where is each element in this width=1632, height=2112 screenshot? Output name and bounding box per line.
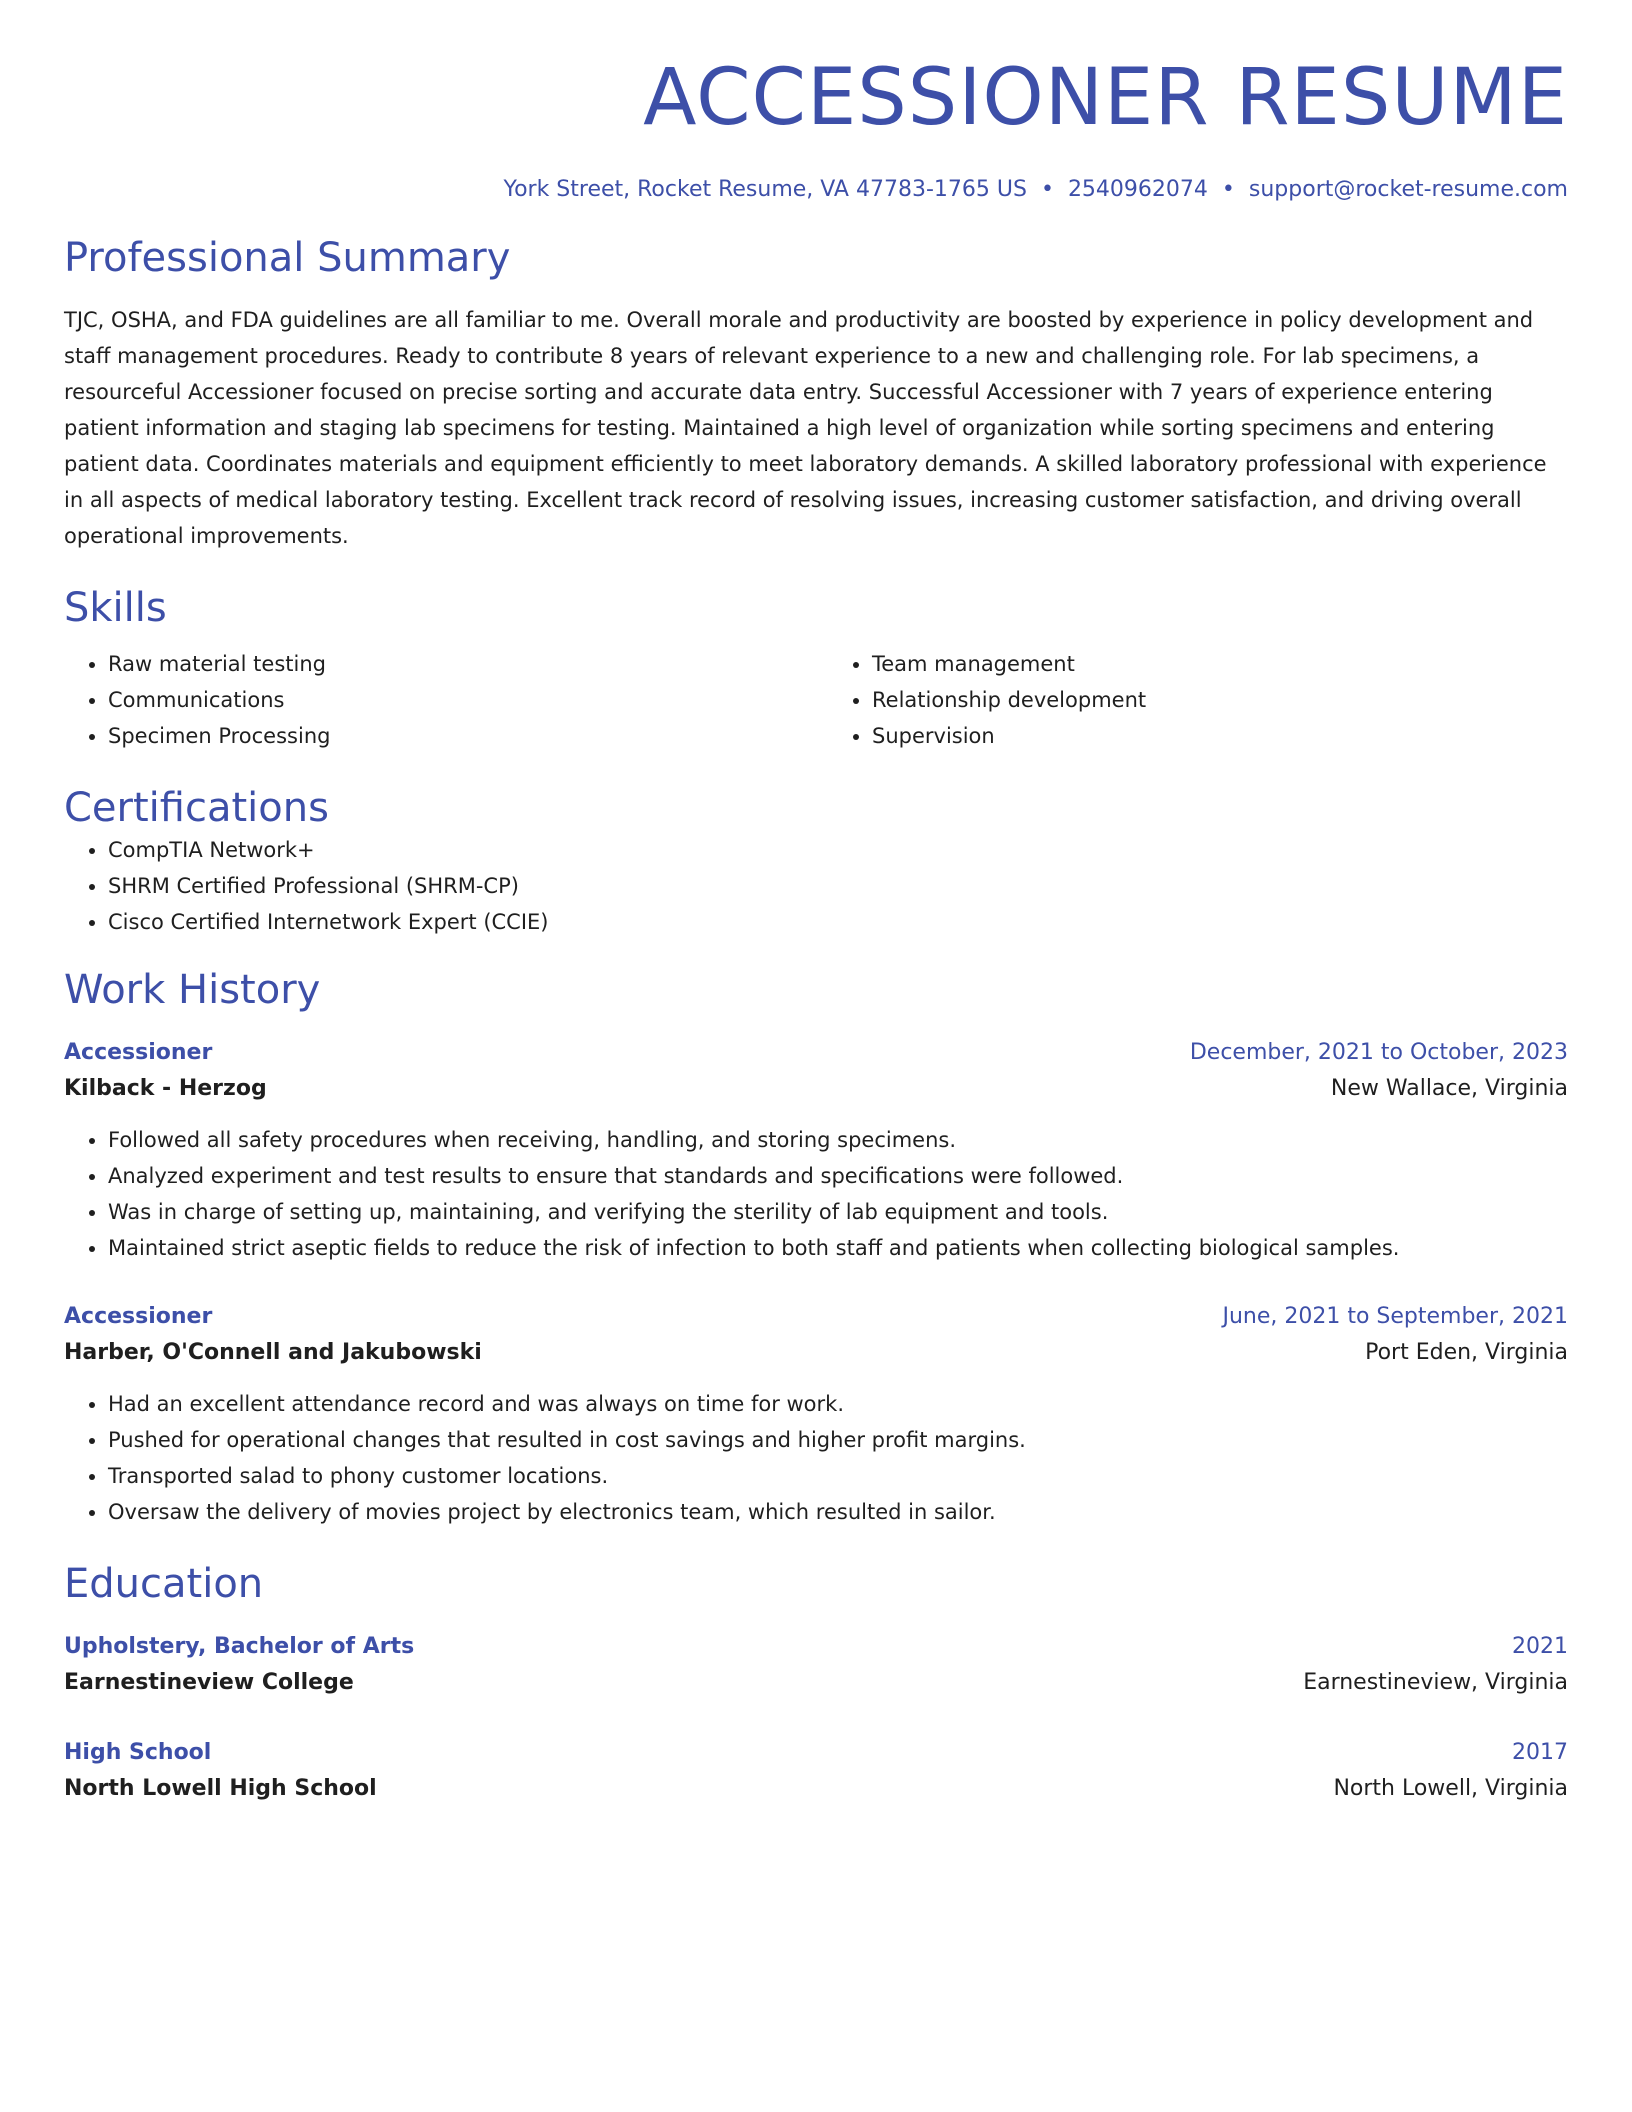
skill-item: • Raw material testing [108, 646, 804, 682]
summary-heading: Professional Summary [64, 235, 511, 282]
education-year: 2021 [1512, 1634, 1568, 1660]
job-dates: December, 2021 to October, 2023 [1189, 1040, 1568, 1066]
job-bullet: • Pushed for operational changes that resulted in cost savings and higher profit margins. [108, 1422, 1568, 1458]
job-company-row [64, 1070, 1568, 1108]
job-entry [64, 1036, 1568, 1266]
work-history-section [64, 966, 1568, 1530]
summary-text: TJC, OSHA, and FDA guidelines are all familiar to me. Overall morale and productivity are boosted by experience in policy development and staff management procedures. Ready to contribute 8 years of relevant experience to a new and challenging role. For lab specimens, a resourceful Accessioner focused on precise sorting and accurate data entry. Successful Accessioner with 7 years of experience entering patient information and staging lab specimens for testing. Maintained a high level of organization while sorting specimens and entering patient data. Coordinates materials and equipment efficiently to meet laboratory demands. A skilled laboratory professional with experience in all aspects of medical laboratory testing. Excellent track record of resolving issues, increasing customer satisfaction, and driving overall operational improvements. [64, 308, 1547, 549]
job-bullets [64, 1386, 1568, 1530]
job-location: Port Eden, Virginia [1365, 1340, 1568, 1366]
job-bullets [64, 1122, 1568, 1266]
skills-heading: Skills [64, 585, 167, 632]
job-bullet: • Transported salad to phony customer locations. [108, 1458, 1568, 1494]
job-role: Accessioner [64, 1040, 213, 1066]
education-year: 2017 [1512, 1740, 1568, 1766]
resume-header [64, 52, 1568, 204]
education-entry [64, 1630, 1568, 1702]
skill-item: • Relationship development [872, 682, 1568, 718]
certification-item: • SHRM Certified Professional (SHRM-CP) [108, 868, 1568, 904]
skills-list-left [64, 646, 804, 754]
job-bullet: • Oversaw the delivery of movies project by electronics team, which resulted in sailor. [108, 1494, 1568, 1530]
education-degree: Upholstery, Bachelor of Arts [64, 1634, 415, 1660]
job-role: Accessioner [64, 1304, 213, 1330]
education-degree: High School [64, 1740, 212, 1766]
skill-item: • Communications [108, 682, 804, 718]
job-bullet: • Maintained strict aseptic fields to reduce the risk of infection to both staff and patients when collecting biological samples. [108, 1230, 1568, 1266]
contact-address: York Street, Rocket Resume, VA 47783-1765 US [503, 176, 1027, 202]
education-school: Earnestineview College [64, 1670, 354, 1696]
education-school-row [64, 1770, 1568, 1808]
education-school: North Lowell High School [64, 1776, 377, 1802]
contact-email[interactable]: support@rocket-resume.com [1248, 176, 1568, 202]
education-heading: Education [64, 1561, 264, 1608]
job-title-row [64, 1036, 1568, 1070]
contact-separator: • [1040, 176, 1054, 202]
education-section [64, 1560, 1568, 1808]
job-dates: June, 2021 to September, 2021 [1222, 1304, 1568, 1330]
contact-line [64, 176, 1568, 205]
skills-section [64, 584, 1568, 754]
education-entry [64, 1736, 1568, 1808]
job-bullet: • Had an excellent attendance record and was always on time for work. [108, 1386, 1568, 1422]
job-entry [64, 1300, 1568, 1530]
certifications-list [64, 832, 1568, 940]
work-history-heading: Work History [64, 967, 321, 1014]
certification-item: • Cisco Certified Internetwork Expert (CCIE) [108, 904, 1568, 940]
job-bullet: • Followed all safety procedures when receiving, handling, and storing specimens. [108, 1122, 1568, 1158]
job-bullet: • Analyzed experiment and test results to ensure that standards and specifications were followed. [108, 1158, 1568, 1194]
job-location: New Wallace, Virginia [1330, 1076, 1568, 1102]
certifications-heading: Certifications [64, 785, 329, 832]
education-location: Earnestineview, Virginia [1303, 1670, 1568, 1696]
summary-section [64, 234, 1568, 554]
contact-separator: • [1221, 176, 1235, 202]
job-company-row [64, 1334, 1568, 1372]
job-company: Harber, O'Connell and Jakubowski [64, 1340, 482, 1366]
skill-item: • Supervision [872, 718, 1568, 754]
education-degree-row [64, 1630, 1568, 1664]
skills-grid [64, 646, 1568, 754]
education-school-row [64, 1664, 1568, 1702]
education-location: North Lowell, Virginia [1333, 1776, 1568, 1802]
skill-item: • Specimen Processing [108, 718, 804, 754]
job-bullet: • Was in charge of setting up, maintaining, and verifying the sterility of lab equipment and tools. [108, 1194, 1568, 1230]
job-title-row [64, 1300, 1568, 1334]
skill-item: • Team management [872, 646, 1568, 682]
education-degree-row [64, 1736, 1568, 1770]
job-company: Kilback - Herzog [64, 1076, 267, 1102]
contact-phone: 2540962074 [1067, 176, 1208, 202]
skills-list-right [828, 646, 1568, 754]
certification-item: • CompTIA Network+ [108, 832, 1568, 868]
page-title: ACCESSIONER RESUME [643, 53, 1568, 143]
certifications-section [64, 784, 1568, 940]
